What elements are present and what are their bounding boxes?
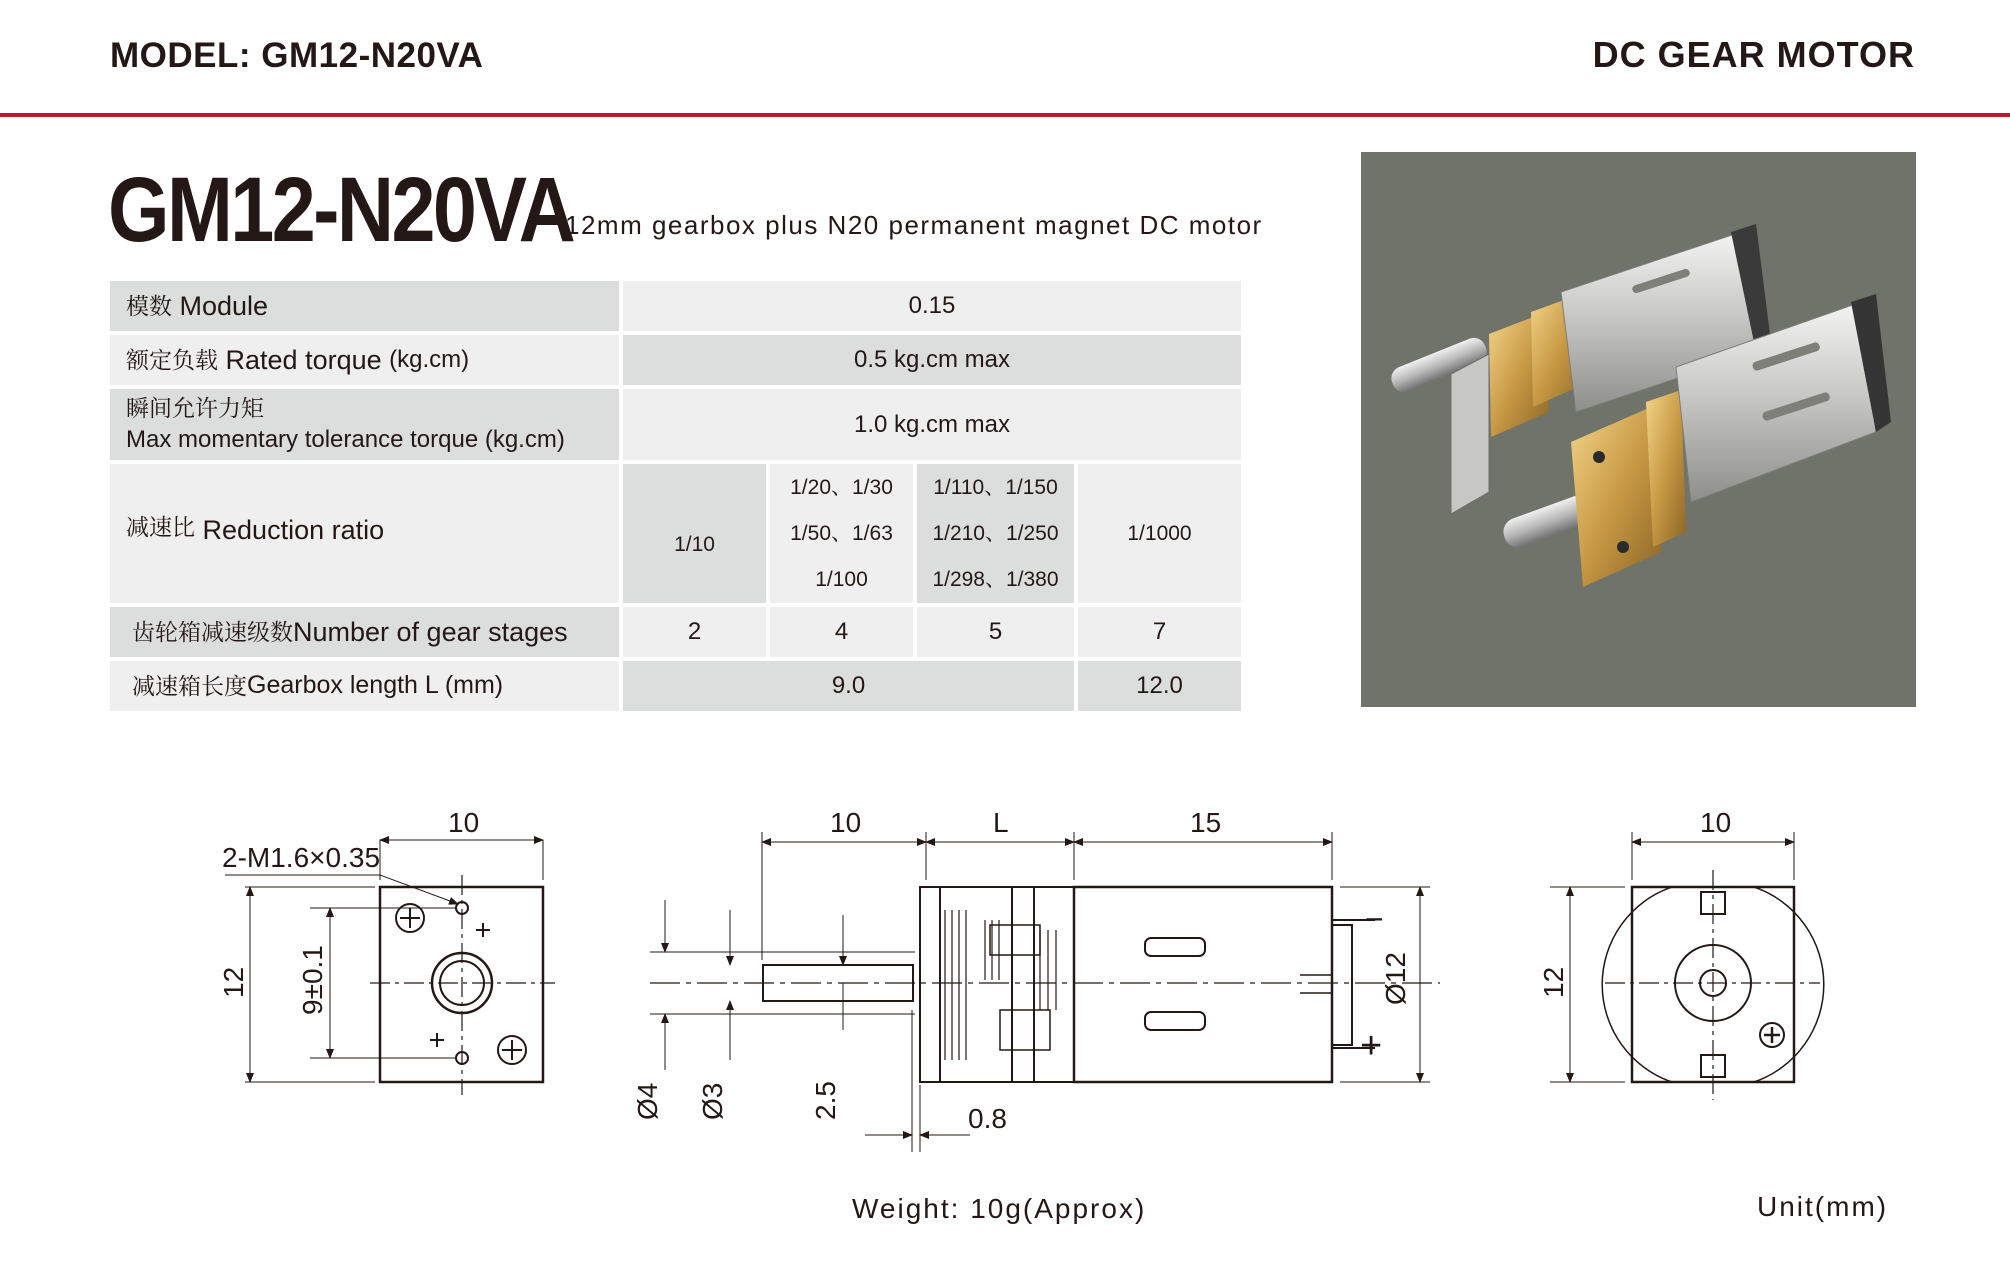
gearbox-length-value: 9.0 [623, 661, 1074, 711]
dim-gear-length: L [993, 807, 1009, 838]
rated-torque-value: 0.5 kg.cm max [623, 335, 1241, 385]
header-category: DC GEAR MOTOR [1592, 34, 1915, 75]
dim-shaft-length: 10 [830, 807, 862, 838]
gear-stages-value: 2 [623, 607, 766, 657]
max-torque-value: 1.0 kg.cm max [623, 389, 1241, 460]
module-value: 0.15 [623, 281, 1241, 331]
module-label: 模数 Module [110, 281, 619, 331]
gear-stages-value: 7 [1078, 607, 1241, 657]
dim-thickness: 0.8 [968, 1103, 1007, 1134]
reduction-group-4: 1/1000 [1078, 464, 1241, 603]
gear-stages-value: 4 [770, 607, 913, 657]
product-title: GM12-N20VA [108, 159, 574, 261]
reduction-label: 减速比 Reduction ratio [110, 464, 619, 603]
motor-illustration [1361, 152, 1916, 707]
product-photo [1361, 152, 1916, 707]
dim-left-screw: 2-M1.6×0.35 [222, 842, 381, 873]
dim-shaft-diameter-4: Ø4 [632, 1082, 663, 1120]
right-view [1550, 832, 1824, 1100]
unit-note: Unit(mm) [1757, 1191, 1889, 1222]
gear-stages-label: 齿轮箱减速级数 Number of gear stages [110, 607, 619, 657]
dim-right-width: 10 [1700, 807, 1732, 838]
rated-torque-label: 额定负载 Rated torque (kg.cm) [110, 335, 619, 385]
gear-stages-value: 5 [917, 607, 1074, 657]
max-torque-label: 瞬间允许力矩 Max momentary tolerance torque (kg.cm) [110, 389, 619, 460]
terminal-plus: + [1360, 1025, 1383, 1067]
dim-shaft-diameter-3: Ø3 [697, 1082, 728, 1120]
gearbox-length-label: 减速箱长度 Gearbox length L (mm) [110, 661, 619, 711]
dim-left-width: 10 [448, 807, 480, 838]
reduction-group-3: 1/110、1/150 1/210、1/250 1/298、1/380 [917, 464, 1074, 603]
product-subtitle: 12mm gearbox plus N20 permanent magnet DC motor [565, 210, 1263, 240]
dim-left-hole-pitch: 9±0.1 [297, 945, 328, 1015]
weight-note: Weight: 10g(Approx) [852, 1193, 1147, 1224]
dim-motor-length: 15 [1190, 807, 1222, 838]
dim-flat: 2.5 [810, 1081, 841, 1120]
left-view [225, 840, 555, 1095]
header-divider [0, 113, 2010, 117]
dimension-drawings [0, 780, 2010, 1190]
gearbox-length-value: 12.0 [1078, 661, 1241, 711]
reduction-group-2: 1/20、1/30 1/50、1/63 1/100 [770, 464, 913, 603]
dim-right-height: 12 [1538, 966, 1569, 998]
terminal-minus: − [1365, 901, 1384, 937]
header-model: MODEL: GM12-N20VA [110, 36, 484, 75]
technical-drawings [0, 780, 2010, 1195]
dim-motor-diameter: Ø12 [1380, 952, 1411, 1005]
dim-left-height: 12 [218, 966, 249, 998]
middle-view [650, 832, 1440, 1152]
reduction-group-1: 1/10 [623, 464, 766, 603]
